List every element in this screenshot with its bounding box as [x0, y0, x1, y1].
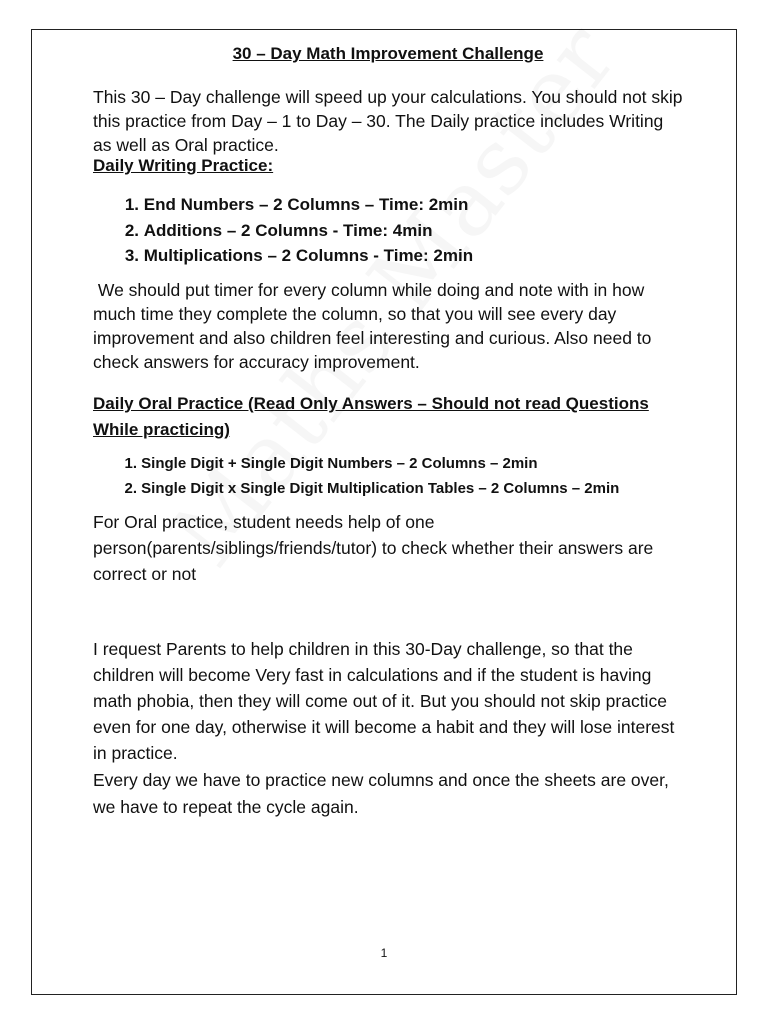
- list-item: [93, 192, 473, 218]
- list-item-text: Single Digit x Single Digit Multiplication Tables – 2 Columns – 2min: [141, 480, 620, 497]
- list-item-text: Additions – 2 Columns - Time: 4min: [143, 220, 433, 240]
- intro-paragraph: This 30 – Day challenge will speed up your calculations. You should not skip this practice from Day – 1 to Day – 30. The Daily practice includes Writing as well as Oral practice.: [93, 87, 683, 155]
- writing-practice-list: [93, 192, 473, 269]
- page-number: 1: [380, 946, 388, 960]
- list-item: [93, 476, 619, 501]
- list-number: 2.: [124, 220, 139, 240]
- list-item-text: Multiplications – 2 Columns - Time: 2min: [143, 246, 474, 265]
- repeat-paragraph: Every day we have to practice new columns and once the sheets are over, we have to repeat the cycle again.: [93, 770, 669, 817]
- list-item-text: Single Digit + Single Digit Numbers – 2 Columns – 2min: [141, 455, 538, 472]
- list-item: [93, 218, 473, 244]
- oral-practice-heading: Daily Oral Practice (Read Only Answers – Should not read Questions While practicing): [93, 394, 649, 439]
- list-item: [93, 243, 473, 269]
- list-item-text: End Numbers – 2 Columns – Time: 2min: [143, 195, 469, 214]
- writing-practice-heading: Daily Writing Practice:: [93, 156, 274, 175]
- list-number: 1.: [124, 455, 137, 472]
- list-number: 2.: [124, 480, 137, 497]
- parents-paragraph: I request Parents to help children in this 30-Day challenge, so that the children will become Very fast in calculations and if the student is having math phobia, then they will come out of it. But you should not skip practice even for one day, otherwise it will become a habit and they will lose interest in practice.: [93, 639, 675, 763]
- document-title: 30 – Day Math Improvement Challenge: [232, 44, 544, 63]
- oral-practice-list: [93, 451, 619, 501]
- list-number: 3.: [124, 246, 139, 265]
- list-number: 1.: [124, 195, 139, 214]
- oral-help-paragraph: For Oral practice, student needs help of one person(parents/siblings/friends/tutor) to check whether their answers are correct or not: [93, 512, 654, 584]
- list-item: [93, 451, 619, 476]
- timer-paragraph: We should put timer for every column while doing and note with in how much time they complete the column, so that you will see every day improvement and also children feel interesting and curious. Also need to check answers for accuracy improvement.: [93, 280, 657, 372]
